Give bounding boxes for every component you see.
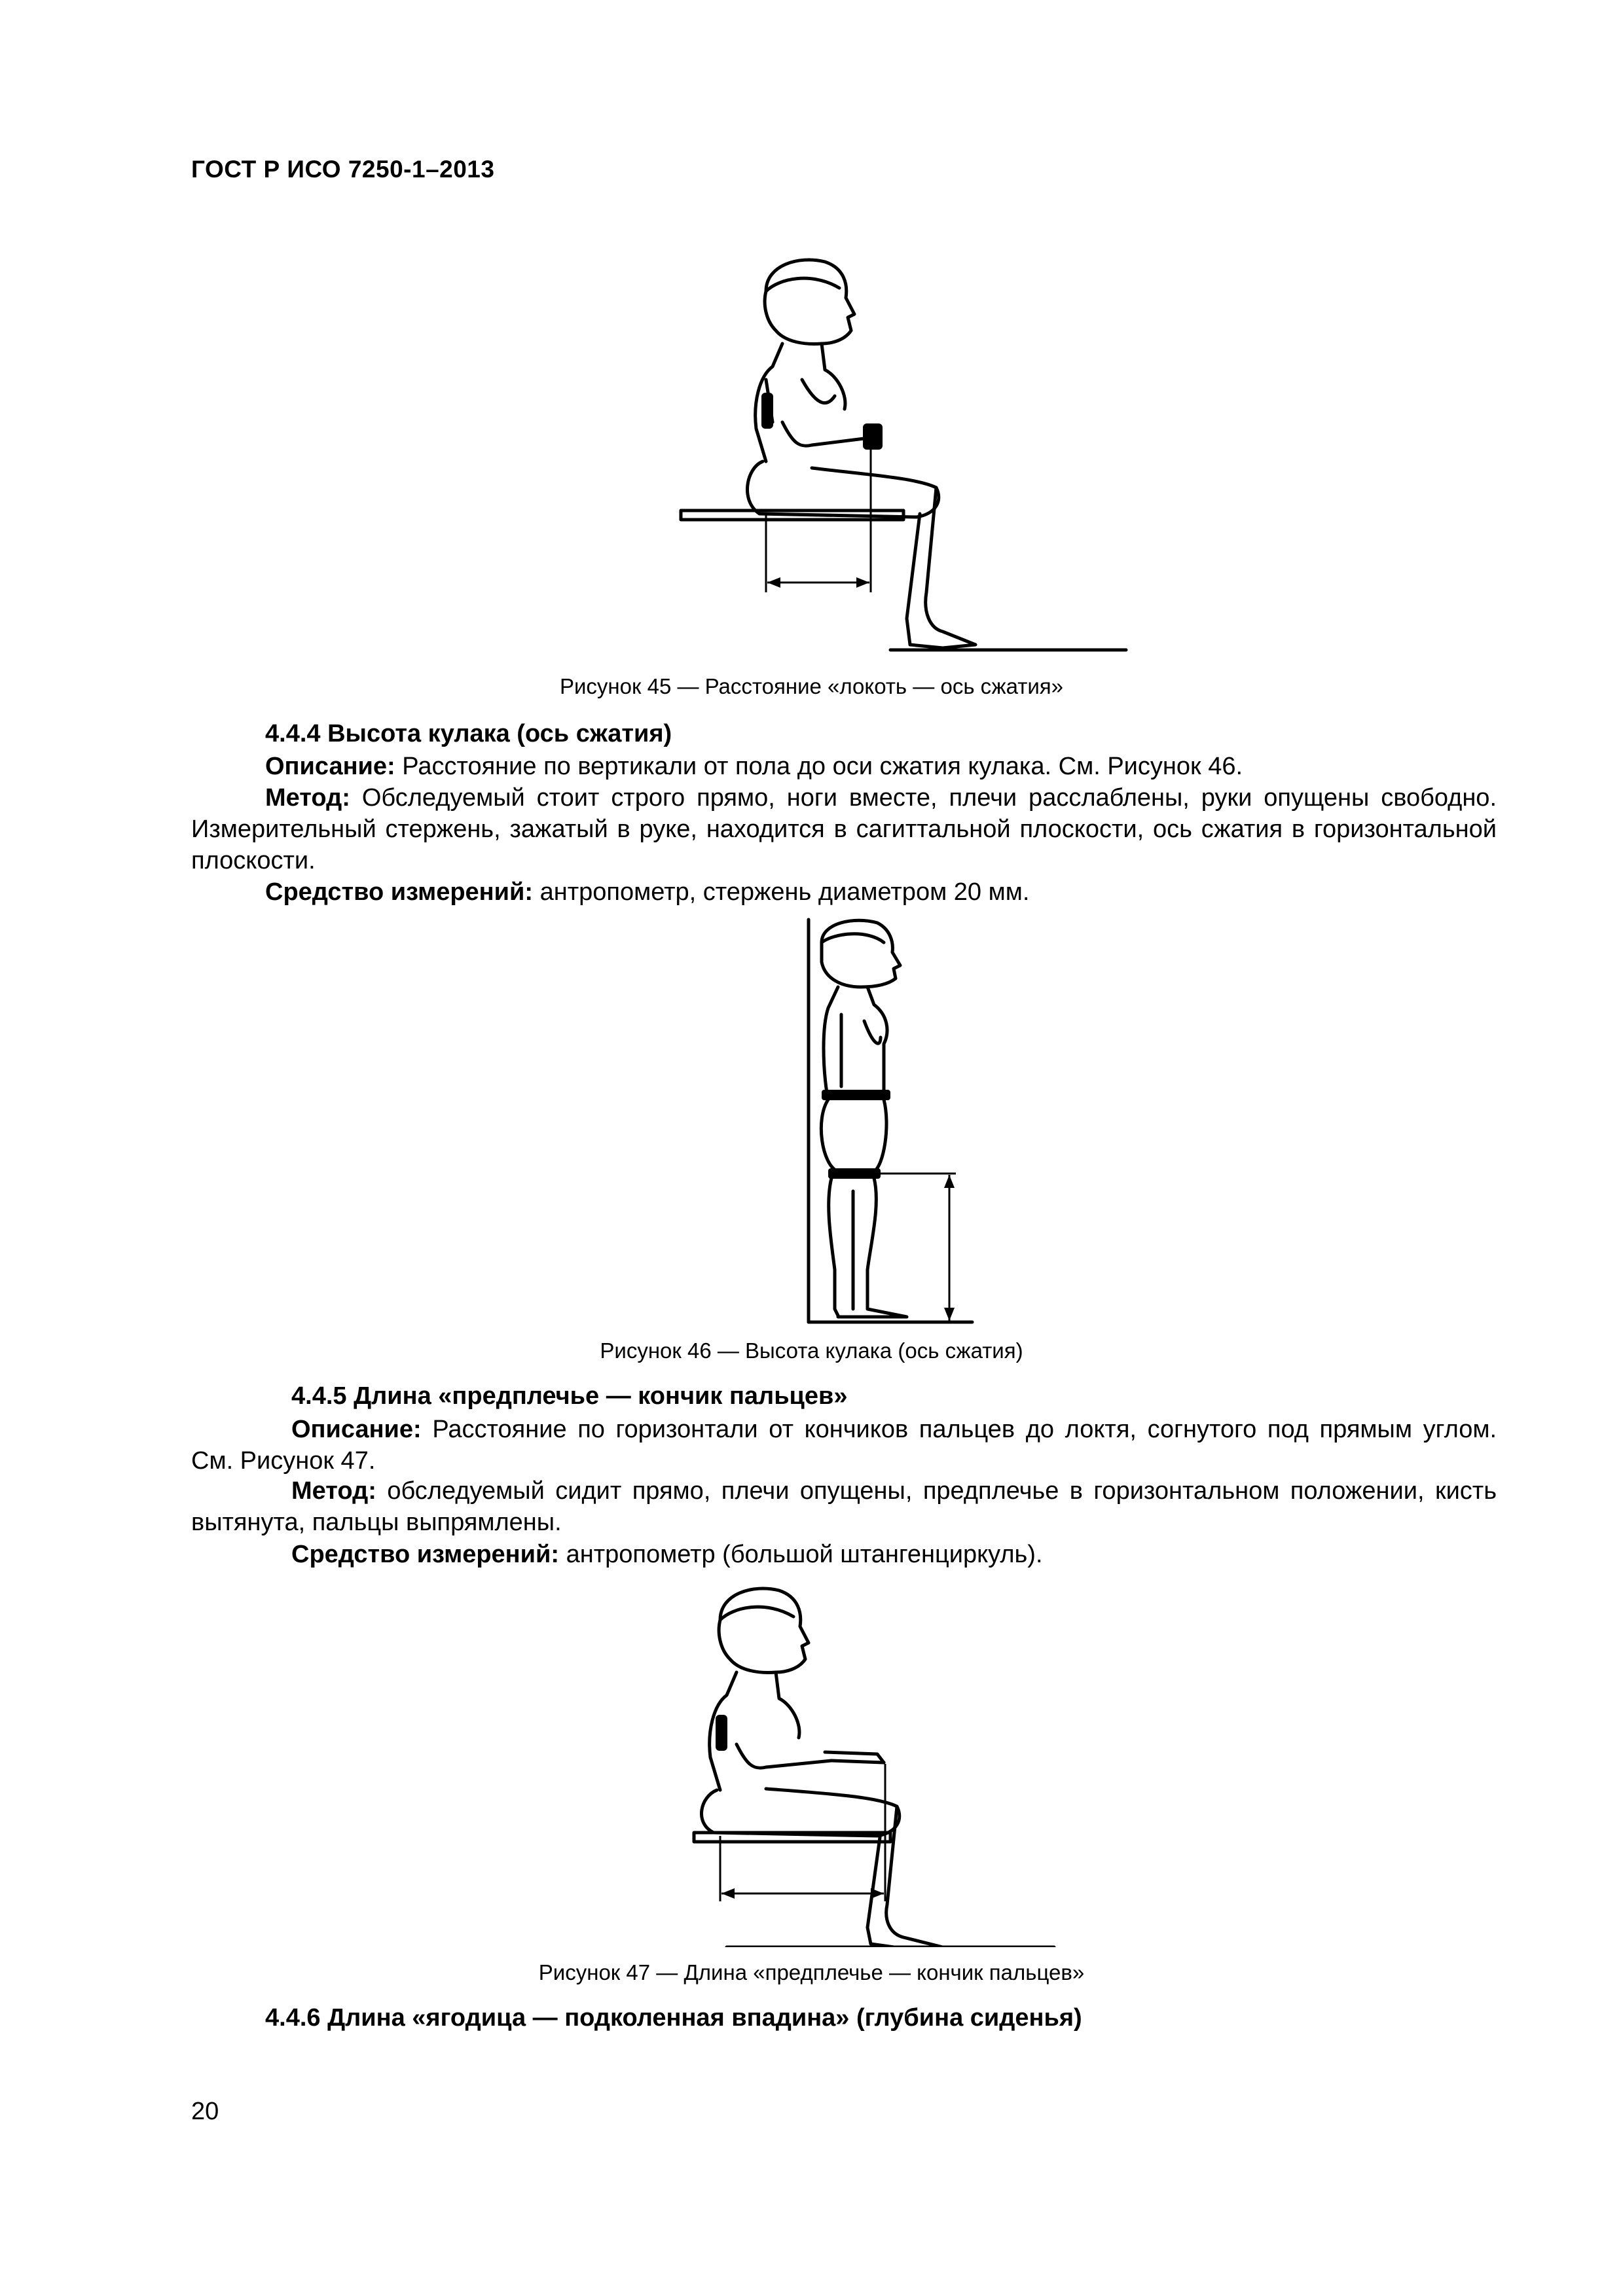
figure-46-caption: Рисунок 46 — Высота кулака (ось сжатия) bbox=[600, 1338, 1023, 1363]
instrument-label: Средство измерений: bbox=[265, 878, 534, 906]
section-heading-4-4-6: 4.4.6 Длина «ягодица — подколенная впадина» (глубина сиденья) bbox=[265, 2004, 1082, 2032]
method-text: Обследуемый стоит строго прямо, ноги вместе, плечи расслаблены, руки опущены свободно. Измерительный стержень, зажатый в руке, находится в сагиттальной плоскости, ось сжатия в горизонтальной плоскости. bbox=[191, 784, 1497, 874]
figure-45-caption: Рисунок 45 — Расстояние «локоть — ось сжатия» bbox=[559, 674, 1064, 698]
figure-47-illustration bbox=[681, 1581, 1061, 1947]
instrument-text: антропометр, стержень диаметром 20 мм. bbox=[539, 878, 1030, 906]
instrument-label: Средство измерений: bbox=[291, 1541, 560, 1568]
method-label: Метод: bbox=[265, 784, 350, 812]
figure-47-caption: Рисунок 47 — Длина «предплечье — кончик пальцев» bbox=[538, 1960, 1085, 1984]
document-header: ГОСТ Р ИСО 7250-1–2013 bbox=[191, 156, 495, 183]
description-text: Расстояние по вертикали от пола до оси сжатия кулака. См. Рисунок 46. bbox=[402, 753, 1243, 780]
section-heading-4-4-5: 4.4.5 Длина «предплечье — кончик пальцев» bbox=[291, 1382, 848, 1410]
section-4-4-4-method bbox=[191, 782, 1497, 876]
section-4-4-5-method bbox=[191, 1475, 1497, 1538]
method-text: обследуемый сидит прямо, плечи опущены, предплечье в горизонтальном положении, кисть вытянута, пальцы выпрямлены. bbox=[191, 1477, 1497, 1536]
page-number: 20 bbox=[191, 2098, 219, 2125]
description-text: Расстояние по горизонтали от кончиков пальцев до локтя, согнутого под прямым углом. См. Рисунок 47. bbox=[191, 1416, 1497, 1475]
description-label: Описание: bbox=[265, 753, 395, 780]
method-label: Метод: bbox=[291, 1477, 376, 1505]
section-4-4-4-description bbox=[191, 751, 1497, 782]
instrument-text: антропометр (большой штангенциркуль). bbox=[566, 1541, 1043, 1568]
figure-46-illustration bbox=[776, 916, 992, 1329]
figure-45-illustration bbox=[668, 252, 1139, 658]
section-4-4-5-instrument bbox=[191, 1539, 1497, 1570]
section-heading-4-4-4: 4.4.4 Высота кулака (ось сжатия) bbox=[265, 720, 672, 747]
section-4-4-4-instrument bbox=[191, 876, 1497, 908]
description-label: Описание: bbox=[291, 1416, 422, 1443]
section-4-4-5-description bbox=[191, 1414, 1497, 1477]
